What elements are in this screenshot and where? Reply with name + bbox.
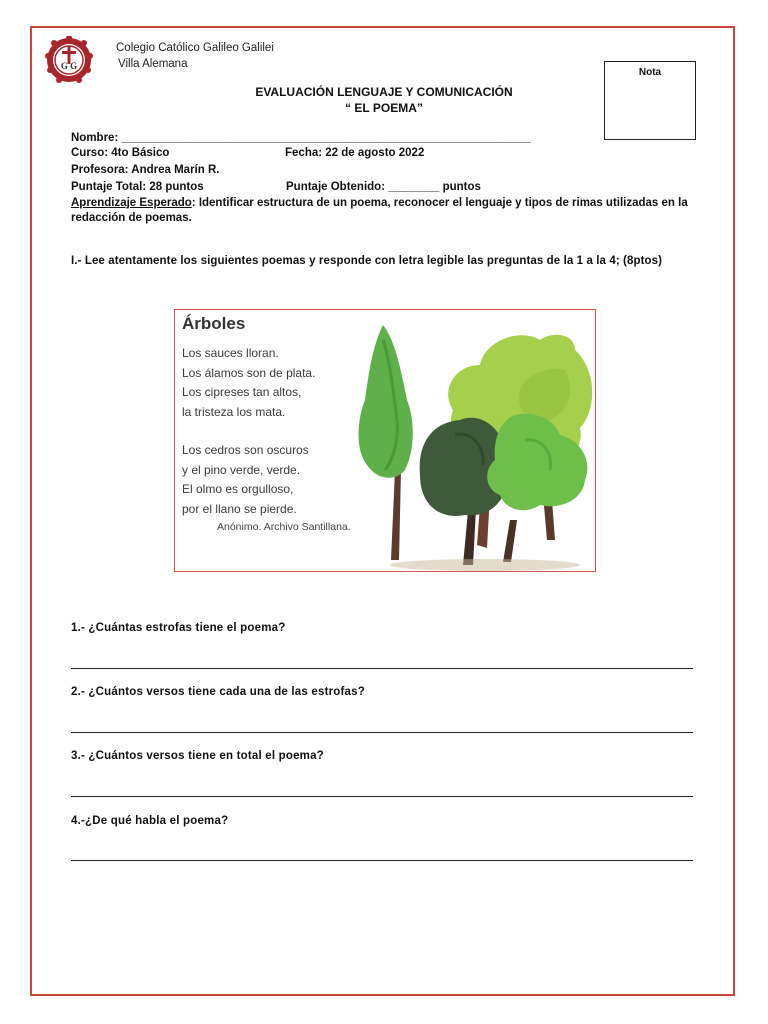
poem-title: Árboles [182,314,246,333]
question-4: 4.-¿De qué habla el poema? [71,815,229,827]
teacher-label: Profesora: Andrea Marín R. [71,164,220,176]
answer-line-4[interactable] [71,860,693,861]
learning-objective-text: : Identificar estructura de un poema, reconocer el lenguaje y tipos de rimas utilizadas en la redacción de poemas. [71,197,688,224]
school-name: Colegio Católico Galileo Galilei [116,42,274,54]
course-label: Curso: 4to Básico [71,147,170,159]
title-line-1: EVALUACIÓN LENGUAJE Y COMUNICACIÓN [255,85,513,99]
question-3: 3.- ¿Cuántos versos tiene en total el poema? [71,750,324,762]
poem-verse: la tristeza los mata. [182,404,286,419]
poem-verse: El olmo es orgulloso, [182,482,294,496]
poem-figure [174,309,596,572]
document-title [0,84,768,116]
poem-verse: Los sauces lloran. [182,346,279,360]
learning-objective-label: Aprendizaje Esperado [71,197,192,209]
learning-objective [71,196,701,226]
school-header [116,40,274,72]
answer-line-2[interactable] [71,732,693,733]
answer-line-3[interactable] [71,796,693,797]
poem-author: Anónimo. Archivo Santillana. [217,521,351,533]
poem-verse: Los álamos son de plata. [182,365,316,380]
poem-verse: Los cedros son oscuros [182,443,309,457]
trees-illustration [335,310,596,572]
poem-verse: Los cipreses tan altos, [182,385,302,399]
poem-verse: por el llano se pierde. [182,501,297,516]
question-1: 1.- ¿Cuántas estrofas tiene el poema? [71,622,286,634]
poem-verse: y el pino verde, verde. [182,462,301,477]
school-logo [40,36,98,84]
question-2: 2.- ¿Cuántos versos tiene cada una de las estrofas? [71,686,365,698]
logo-letters: G G [60,61,78,71]
answer-line-1[interactable] [71,668,693,669]
school-location: Villa Alemana [118,58,188,70]
total-score-label: Puntaje Total: 28 puntos [71,181,204,193]
name-field[interactable]: Nombre: ________________________________________________________________ [71,132,531,144]
grade-box-label: Nota [638,67,662,78]
date-label: Fecha: 22 de agosto 2022 [285,147,425,159]
instructions: I.- Lee atentamente los siguientes poemas y responde con letra legible las preguntas de la 1 a la 4; (8ptos) [71,255,663,267]
title-line-2: “ EL POEMA” [345,101,423,115]
poem-text [182,344,315,519]
obtained-score-field[interactable]: Puntaje Obtenido: ________ puntos [286,181,481,193]
